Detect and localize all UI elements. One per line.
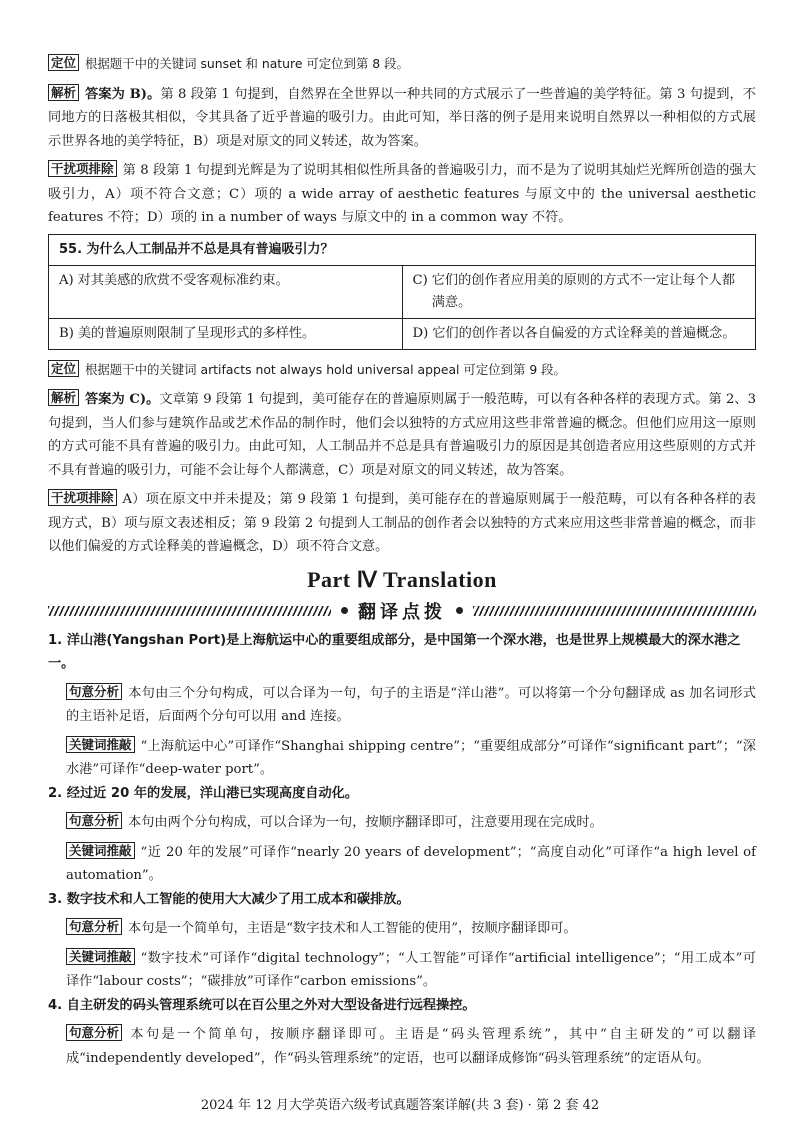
q55-locate [48, 358, 756, 383]
section-banner [48, 599, 756, 623]
q55-question: 55. 为什么人工制品并不总是具有普遍吸引力？ [49, 234, 756, 265]
option-text: 美的普遍原则限制了呈现形式的多样性。 [77, 325, 316, 341]
option-a [49, 265, 403, 318]
distractor-tag: 干扰项排除 [48, 489, 117, 506]
item-4-analysis [66, 1023, 756, 1070]
distractor-text: A）项在原文中并未提及；第 9 段第 1 句提到，美可能存在的普遍原则属于一般范畴，可以有各种各样的表现方式，B）项与原文表述相反；第 9 段第 2 句提到人工制品的创作者会以独特的方式来应用这些非常普遍的概念，而非以他们偏爱的方式诠释美的普遍概念，D）项不符合文意。 [48, 492, 756, 554]
option-label: A) [59, 272, 74, 288]
analysis-text: 本句是一个简单句，按顺序翻译即可。主语是“码头管理系统”，其中“自主研发的”可以翻译成“independently developed”，作“码头管理系统”的定语，也可以翻译成修饰“码头管理系统”的定语从句。 [66, 1027, 756, 1066]
option-label: B) [59, 325, 74, 341]
q55-analysis [48, 388, 756, 482]
q54-analysis [48, 83, 756, 154]
analysis-tag: 解析 [48, 389, 79, 406]
option-label: C) [412, 272, 428, 288]
analysis-text: 文章第 9 段第 1 句提到，美可能存在的普遍原则属于一般范畴，可以有各种各样的表现方式。第 2、3 句提到，当人们参与建筑作品或艺术作品的制作时，他们会以独特的方式应用这些非常普遍的概念。但他们应用这一原则的方式可能不具有普遍的吸引力。由此可知，人工制品并不总是具有普遍吸引力的原因是其创造者应用这些原则的方式并不具有普遍的吸引力，可能不会让每个人都满意，C）项是对原文的同义转述，故为答案。 [48, 392, 756, 478]
item-3-keywords [66, 947, 756, 994]
analysis-tag: 句意分析 [66, 918, 122, 935]
page-footer: 2024 年 12 月大学英语六级考试真题答案详解(共 3 套) · 第 2 套 42 [200, 1098, 600, 1113]
option-text: 它们的创作者以各自偏爱的方式诠释美的普遍概念。 [432, 325, 736, 341]
analysis-text: 本句是一个简单句，主语是“数字技术和人工智能的使用”，按顺序翻译即可。 [128, 921, 577, 936]
answer-text: 答案为 B)。 [85, 86, 161, 102]
locate-text: 根据题干中的关键词 artifacts not always hold universal appeal 可定位到第 9 段。 [85, 361, 566, 377]
q55-distractor [48, 488, 756, 559]
page-body [48, 52, 756, 1070]
locate-tag: 定位 [48, 360, 79, 377]
analysis-text: 第 8 段第 1 句提到，自然界在全世界以一种共同的方式展示了一些普遍的美学特征。第 3 句提到，不同地方的日落极其相似，令其具备了近乎普遍的吸引力。由此可知，举日落的例子是用来说明自然界以一种相似的方式展示世界各地的美学特征，B）项是对原文的同义转述，故为答案。 [48, 86, 756, 149]
item-1-analysis [66, 682, 756, 729]
analysis-tag: 句意分析 [66, 812, 122, 829]
locate-tag: 定位 [48, 54, 79, 71]
analysis-text: 本句由三个分句构成，可以合译为一句，句子的主语是“洋山港”。可以将第一个分句翻译成 as 加名词形式的主语补足语，后面两个分句可以用 and 连接。 [66, 685, 756, 724]
option-text: 对其美感的欣赏不受客观标准约束。 [77, 272, 289, 288]
keyword-text: “近 20 年的发展”可译作“nearly 20 years of development”；“高度自动化”可译作“a high level of automation”。 [66, 844, 756, 883]
bullet-dot [341, 607, 348, 614]
translation-item-1: 1. 洋山港(Yangshan Port)是上海航运中心的重要组成部分，是中国第一个深水港，也是世界上规模最大的深水港之一。 [48, 632, 741, 671]
bullet-dot [456, 607, 463, 614]
analysis-tag: 句意分析 [66, 1024, 122, 1041]
q54-locate [48, 52, 756, 77]
distractor-tag: 干扰项排除 [48, 160, 117, 177]
option-d [402, 318, 756, 349]
keyword-tag: 关键词推敲 [66, 842, 135, 859]
keyword-tag: 关键词推敲 [66, 948, 135, 965]
q54-distractor [48, 159, 756, 230]
item-3-analysis [66, 917, 756, 941]
translation-item-2: 2. 经过近 20 年的发展，洋山港已实现高度自动化。 [48, 785, 359, 801]
item-2-keywords [66, 841, 756, 888]
analysis-tag: 句意分析 [66, 683, 122, 700]
locate-text: 根据题干中的关键词 sunset 和 nature 可定位到第 8 段。 [85, 56, 409, 71]
analysis-tag: 解析 [48, 84, 79, 101]
translation-item-3: 3. 数字技术和人工智能的使用大大减少了用工成本和碳排放。 [48, 891, 410, 907]
item-2-analysis [66, 811, 756, 835]
translation-item-4: 4. 自主研发的码头管理系统可以在百公里之外对大型设备进行远程操控。 [48, 997, 476, 1013]
keyword-text: “数字技术”可译作“digital technology”；“人工智能”可译作“artificial intelligence”；“用工成本”可译作“labour costs”；“碳排放”可译作“carbon emissions”。 [66, 950, 756, 989]
hatch-divider [473, 606, 756, 616]
q55-table [48, 234, 756, 350]
item-1-keywords [66, 735, 756, 782]
hatch-divider [48, 606, 331, 616]
option-text: 它们的创作者应用美的原则的方式不一定让每个人都满意。 [431, 272, 736, 310]
keyword-text: “上海航运中心”可译作“Shanghai shipping centre”；“重要组成部分”可译作“significant part”；“深水港”可译作“deep-water port”。 [66, 738, 756, 777]
option-label: D) [412, 325, 429, 341]
analysis-text: 本句由两个分句构成，可以合译为一句，按顺序翻译即可，注意要用现在完成时。 [128, 815, 603, 830]
part-title: Part Ⅳ Translation [307, 566, 497, 592]
keyword-tag: 关键词推敲 [66, 736, 135, 753]
distractor-text: 第 8 段第 1 句提到光辉是为了说明其相似性所具备的普遍吸引力，而不是为了说明其灿烂光辉所创造的强大吸引力，A）项不符合文意；C）项的 a wide array of aesthetic features 与原文中的 the universal aesthetic features 不符；D）项的 in a number of ways 与原文中的 in a common way 不符。 [48, 163, 756, 225]
banner-title: 翻译点拨 [358, 601, 446, 623]
option-b [49, 318, 403, 349]
option-c [402, 265, 756, 318]
answer-text: 答案为 C)。 [85, 392, 160, 407]
